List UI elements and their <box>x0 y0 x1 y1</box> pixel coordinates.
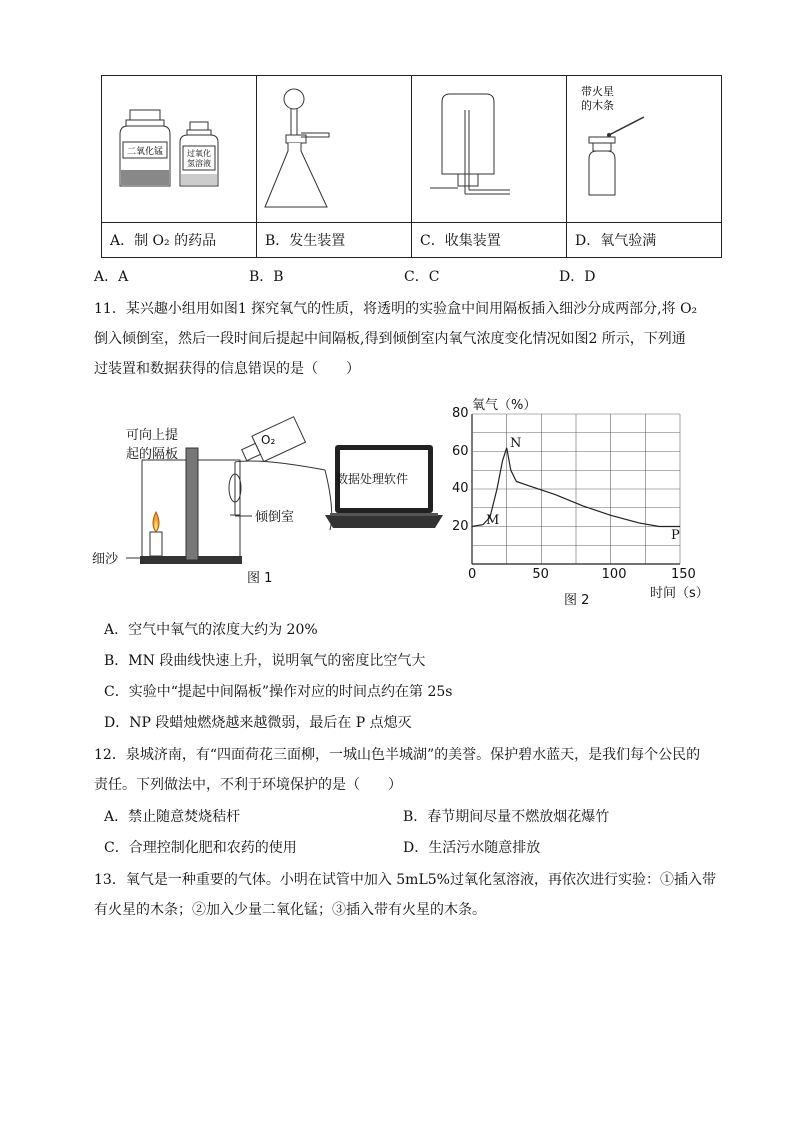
y-tick-20: 20 <box>452 518 469 534</box>
q13-stem-line-1: 13．氧气是一种重要的气体。小明在试管中加入 5mL5%过氧化氢溶液，再依次进行实验：①插入带 <box>94 872 716 888</box>
laptop-screen-text: 数据处理软件 <box>336 472 409 486</box>
x-tick-0: 0 <box>468 567 477 582</box>
point-p-label: P <box>671 528 680 543</box>
q10-caption-a: A．制 O₂ 的药品 <box>102 223 257 258</box>
figure-1-caption: 图 1 <box>247 571 273 586</box>
svg-text:过氧化: 过氧化 <box>187 149 211 158</box>
x-tick-100: 100 <box>601 567 627 582</box>
point-n-label: N <box>510 436 522 451</box>
q10-caption-c: C．收集装置 <box>412 223 567 258</box>
generator-flask-illustration <box>259 77 409 217</box>
q10-cell-d-image <box>567 76 722 223</box>
q10-cell-b-image <box>257 76 412 223</box>
q10-choice-a[interactable]: A．A <box>94 269 129 285</box>
oxygen-test-illustration <box>569 77 719 217</box>
x-tick-150: 150 <box>671 567 696 582</box>
q12-option-b[interactable]: B．春节期间尽量不燃放烟花爆竹 <box>403 809 610 825</box>
q10-caption-b: B．发生装置 <box>257 223 412 258</box>
q10-choice-c[interactable]: C．C <box>404 269 440 285</box>
q12-stem-line-2: 责任。下列做法中，不利于环境保护的是（ ） <box>94 777 402 793</box>
point-m-label: M <box>486 513 500 528</box>
q10-caption-d: D．氧气验满 <box>567 223 722 258</box>
figure-2 <box>450 392 720 608</box>
q11-stem-line-1: 11．某兴趣小组用如图1 探究氧气的性质，将透明的实验盒中间用隔板插入细沙分成两部分,将 O₂ <box>94 301 698 317</box>
q12-option-c[interactable]: C．合理控制化肥和农药的使用 <box>104 840 297 856</box>
svg-text:的木条: 的木条 <box>581 99 614 112</box>
q11-stem-line-3: 过装置和数据获得的信息错误的是（ ） <box>94 361 360 377</box>
q11-option-b[interactable]: B．MN 段曲线快速上升，说明氧气的密度比空气大 <box>104 653 426 669</box>
y-axis-label: 氧气（%） <box>472 398 537 413</box>
partition-label-line-1: 可向上提 <box>126 428 179 443</box>
svg-text:带火星: 带火星 <box>581 85 614 98</box>
figure-2-caption: 图 2 <box>564 593 590 608</box>
collection-bottle-illustration <box>414 82 564 212</box>
q12-option-a[interactable]: A．禁止随意焚烧秸杆 <box>104 809 241 825</box>
figure-1 <box>90 400 450 590</box>
q11-option-c[interactable]: C．实验中“提起中间隔板”操作对应的时间点约在第 25s <box>104 684 453 700</box>
q12-option-d[interactable]: D．生活污水随意排放 <box>403 840 541 856</box>
q11-option-d[interactable]: D．NP 段蜡烛燃烧越来越微弱，最后在 P 点熄灭 <box>104 715 412 731</box>
y-tick-80: 80 <box>452 406 469 421</box>
x-tick-50: 50 <box>532 567 549 582</box>
q10-choice-b[interactable]: B．B <box>249 269 284 285</box>
x-axis-label: 时间（s） <box>650 586 709 601</box>
svg-text:氢溶液: 氢溶液 <box>187 159 211 168</box>
q10-table <box>101 75 722 258</box>
q13-stem-line-2: 有火星的木条；②加入少量二氧化锰；③插入带有火星的木条。 <box>94 902 486 918</box>
o2-bottle-label: O₂ <box>261 433 276 447</box>
q11-stem-line-2: 倒入倾倒室，然后一段时间后提起中间隔板,得到倾倒室内氧气浓度变化情况如图2 所示，下列通 <box>94 331 686 347</box>
q10-cell-c-image <box>412 76 567 223</box>
bottle1-label: 二氧化锰 <box>126 147 164 157</box>
partition-label-line-2: 起的隔板 <box>126 447 179 462</box>
y-tick-40: 40 <box>452 481 469 496</box>
reagent-bottles-illustration <box>104 82 254 212</box>
chart-grid <box>472 414 680 564</box>
q10-cell-a-image <box>102 76 257 223</box>
q11-option-a[interactable]: A．空气中氧气的浓度大约为 20% <box>104 622 318 638</box>
sand-label: 细沙 <box>92 552 119 567</box>
q10-choice-d[interactable]: D．D <box>559 269 596 285</box>
y-tick-60: 60 <box>452 443 469 459</box>
chamber-label: 倾倒室 <box>255 510 295 525</box>
q12-stem-line-1: 12．泉城济南，有“四面荷花三面柳，一城山色半城湖”的美誉。保护碧水蓝天，是我们每个公民的 <box>94 747 701 763</box>
